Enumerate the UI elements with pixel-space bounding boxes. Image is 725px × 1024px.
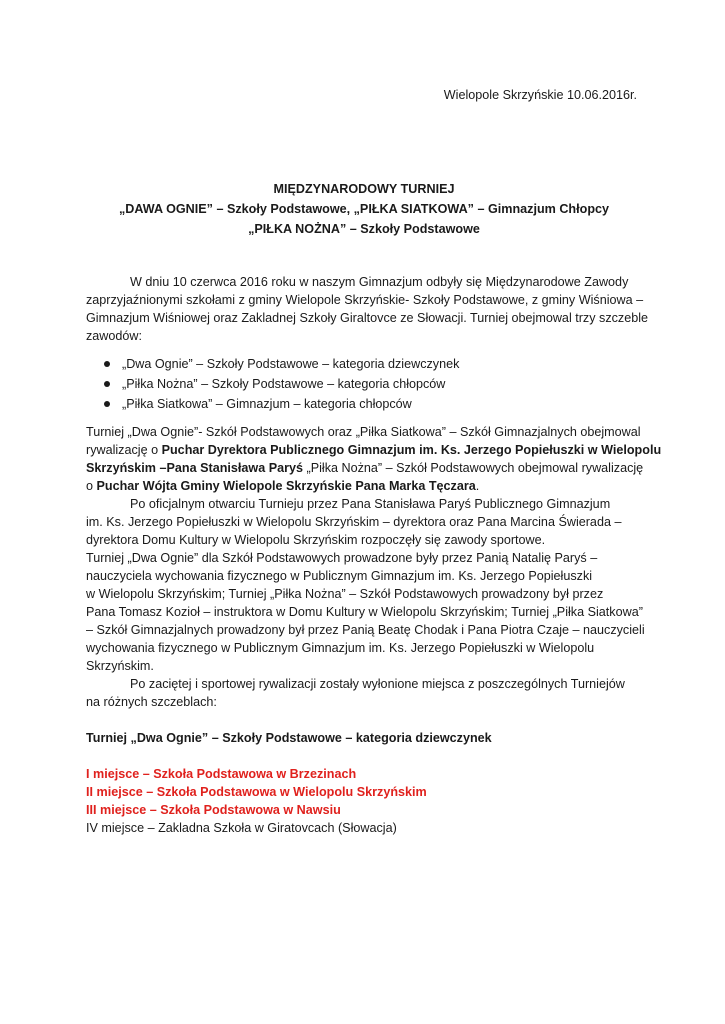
text-line: nauczyciela wychowania fizycznego w Publicznym Gimnazjum im. Ks. Jerzego Popiełuszki [86,569,593,583]
text-line [86,459,646,477]
list-item [86,394,646,414]
title-line-2: „DAWA OGNIE” – Szkoły Podstawowe, „PIŁKA SIATKOWA” – Gimnazjum Chłopcy [118,202,610,216]
opening-paragraph [86,495,646,675]
list-item-text: „Dwa Ognie” – Szkoły Podstawowe – kategoria dziewczynek [122,357,460,371]
text-line: Po oficjalnym otwarciu Turnieju przez Pana Stanisława Paryś Publicznego Gimnazjum [130,497,611,511]
competition-list [86,354,646,414]
text-line: Po zaciętej i sportowej rywalizacji zostały wyłonione miejsca z poszczególnych Turniejów [130,677,625,691]
text-line [86,477,646,495]
results-heading: Turniej „Dwa Ognie” – Szkoły Podstawowe – kategoria dziewczynek [86,731,492,745]
text-line: dyrektora Domu Kultury w Wielopolu Skrzyńskim rozpoczęły się zawody sportowe. [86,533,546,547]
document-date: Wielopole Skrzyńskie 10.06.2016r. [443,88,637,102]
result-second-place: II miejsce – Szkoła Podstawowa w Wielopolu Skrzyńskim [86,785,427,799]
text-line: na różnych szczeblach: [86,695,217,709]
list-item-text: „Piłka Nożna” – Szkoły Podstawowe – kategoria chłopców [122,377,446,391]
text-line: im. Ks. Jerzego Popiełuszki w Wielopolu Skrzyńskim – dyrektora oraz Pana Marcina Świerada – [86,515,622,529]
trophy-name: Puchar Dyrektora Publicznego Gimnazjum im. Ks. Jerzego Popiełuszki w Wielopolu [161,443,662,457]
text-line: – Szkół Gimnazjalnych prowadzony był przez Panią Beatę Chodak i Pana Piotra Czaje – nauczycieli [86,623,645,637]
text-span: o [86,479,97,493]
result-third-place: III miejsce – Szkoła Podstawowa w Nawsiu [86,803,341,817]
text-line: w Wielopolu Skrzyńskim; Turniej „Piłka Nożna” – Szkół Podstawowych prowadzony był przez [86,587,604,601]
document-body [86,273,662,837]
text-line: Turniej „Dwa Ognie”- Szkół Podstawowych oraz „Piłka Siatkowa” – Szkół Gimnazjalnych obejmowal [86,425,641,439]
bullet-icon [104,401,110,407]
text-line: Gimnazjum Wiśniowej oraz Zakladnej Szkoły Giraltovce ze Słowacji. Turniej obejmowal trzy szczeble [86,311,649,325]
text-span: „Piłka Nożna” – Szkół Podstawowych obejmowal rywalizację [303,461,644,475]
text-line: zawodów: [86,329,143,343]
trophy-paragraph [86,423,662,495]
trophy-name: Puchar Wójta Gminy Wielopole Skrzyńskie Pana Marka Tęczara [96,479,476,493]
title-line-3: „PIŁKA NOŻNA” – Szkoły Podstawowe [248,222,480,236]
text-line: Skrzyńskim. [86,659,154,673]
list-item [86,354,646,374]
results-list [86,765,646,837]
list-item-text: „Piłka Siatkowa” – Gimnazjum – kategoria chłopców [122,397,412,411]
result-fourth-place: IV miejsce – Zakladna Szkoła w Giratovcach (Słowacja) [86,821,397,835]
document-title [86,179,642,239]
text-line [86,441,662,459]
text-line: Pana Tomasz Kozioł – instruktora w Domu Kultury w Wielopolu Skrzyńskim; Turniej „Piłka Siatkowa” [86,605,643,619]
list-item [86,374,646,394]
text-line: zaprzyjaźnionymi szkołami z gminy Wielopole Skrzyńskie- Szkoły Podstawowe, z gminy Wiśniowa – [86,293,644,307]
title-line-1: MIĘDZYNARODOWY TURNIEJ [273,182,455,196]
trophy-name: Skrzyńskim –Pana Stanisława Paryś [86,461,304,475]
intro-paragraph [86,273,649,345]
text-line: W dniu 10 czerwca 2016 roku w naszym Gimnazjum odbyły się Międzynarodowe Zawody [130,275,629,289]
text-span: rywalizację o [86,443,162,457]
text-span: . [475,479,480,493]
text-line: wychowania fizycznego w Publicznym Gimnazjum im. Ks. Jerzego Popiełuszki w Wielopolu [86,641,595,655]
bullet-icon [104,361,110,367]
text-line: Turniej „Dwa Ognie” dla Szkół Podstawowych prowadzone były przez Panią Natalię Paryś – [86,551,598,565]
result-first-place: I miejsce – Szkoła Podstawowa w Brzezinach [86,767,357,781]
results-intro-paragraph [86,675,646,711]
bullet-icon [104,381,110,387]
